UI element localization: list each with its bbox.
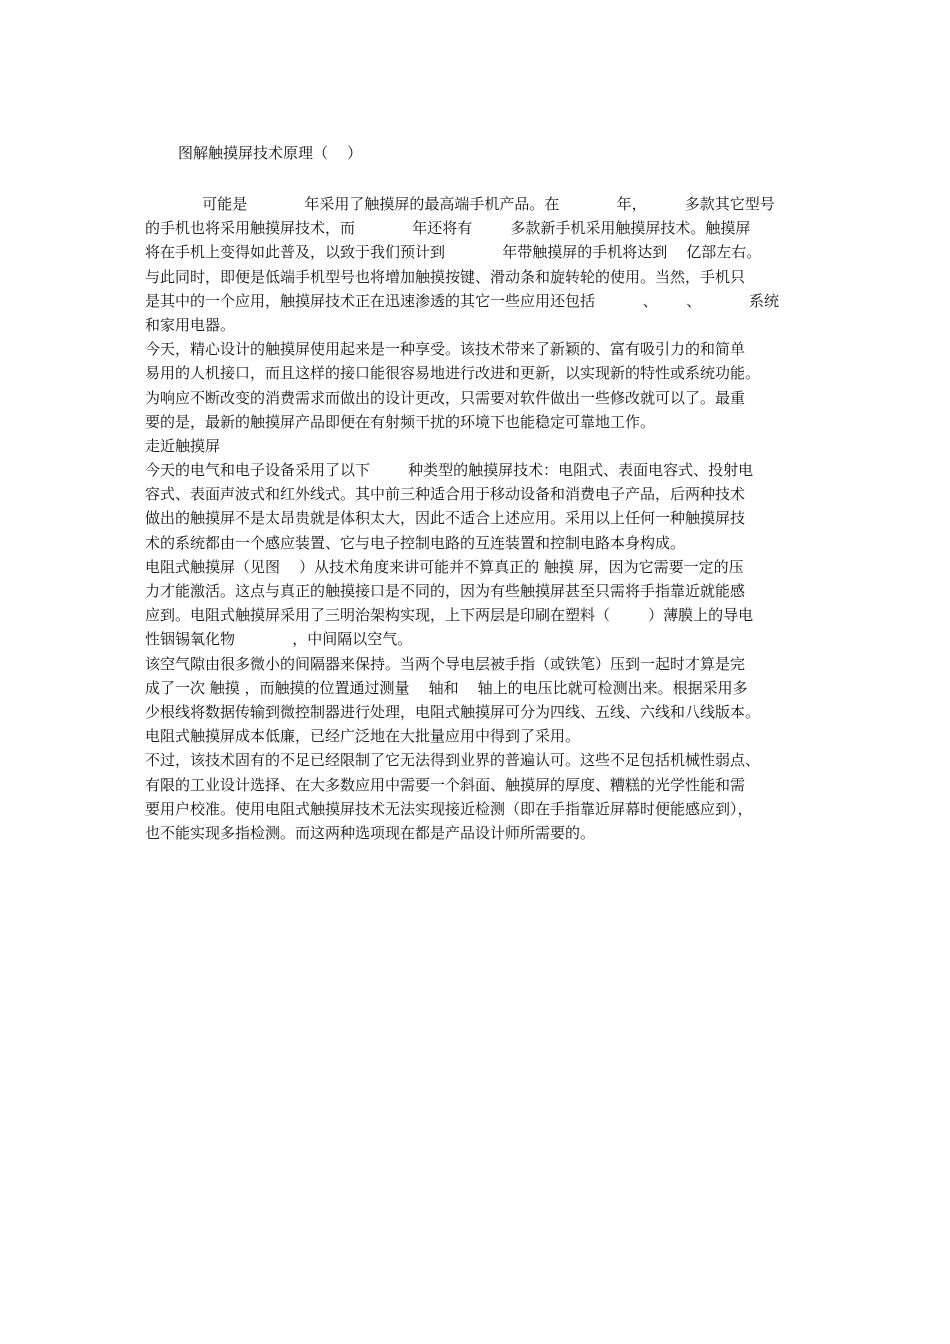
document-body	[145, 192, 815, 845]
text-line: 术的系统都由一个感应装置、它与电子控制电路的互连装置和控制电路本身构成。	[145, 533, 686, 552]
text-line: 为响应不断改变的消费需求而做出的设计更改，只需要对软件做出一些修改就可以了。最重	[145, 388, 746, 407]
text-line: 成了一次 触摸 ，而触摸的位置通过测量 轴和 轴上的电压比就可检测出来。根据采用多	[145, 678, 748, 697]
text-line: 可能是 年采用了触摸屏的最高端手机产品。在 年， 多款其它型号	[145, 195, 775, 213]
text-line: 有限的工业设计选择、在大多数应用中需要一个斜面、触摸屏的厚度、糟糕的光学性能和需	[145, 775, 746, 794]
text-line: 要的是，最新的触摸屏产品即便在有射频干扰的环境下也能稳定可靠地工作。	[145, 412, 656, 431]
text-line: 性铟锡氧化物 ，中间隔以空气。	[145, 630, 413, 649]
text-line: 的手机也将采用触摸屏技术，而 年还将有 多款新手机采用触摸屏技术。触摸屏	[145, 219, 751, 238]
text-line: 要用户校准。使用电阻式触摸屏技术无法实现接近检测（即在手指靠近屏幕时便能感应到），	[145, 799, 753, 818]
text-line: 不过，该技术固有的不足已经限制了它无法得到业界的普遍认可。这些不足包括机械性弱点、	[145, 751, 761, 770]
text-line: 是其中的一个应用，触摸屏技术正在迅速渗透的其它一些应用还包括 、 、 系统	[145, 291, 779, 310]
text-line: 和家用电器。	[145, 315, 236, 334]
text-line: 该空气隙由很多微小的间隔器来保持。当两个导电层被手指（或铁笔）压到一起时才算是完	[145, 654, 746, 673]
text-line: 与此同时，即便是低端手机型号也将增加触摸按键、滑动条和旋转轮的使用。当然，手机只	[145, 267, 746, 286]
text-line: 容式、表面声波式和红外线式。其中前三种适合用于移动设备和消费电子产品，后两种技术	[145, 485, 746, 504]
text-line: 少根线将数据传输到微控制器进行处理，电阻式触摸屏可分为四线、五线、六线和八线版本。	[145, 702, 761, 721]
text-line: 应到。电阻式触摸屏采用了三明治架构实现，上下两层是印刷在塑料（ ）薄膜上的导电	[145, 606, 754, 625]
text-line: 今天，精心设计的触摸屏使用起来是一种享受。该技术带来了新颖的、富有吸引力的和简单	[145, 340, 746, 359]
text-line: 将在手机上变得如此普及，以致于我们预计到 年带触摸屏的手机将达到 亿部左右。	[145, 243, 762, 262]
text-line: 今天的电气和电子设备采用了以下 种类型的触摸屏技术：电阻式、表面电容式、投射电	[145, 461, 754, 480]
text-line: 做出的触摸屏不是太昂贵就是体积太大，因此不适合上述应用。采用以上任何一种触摸屏技	[145, 509, 746, 528]
text-line: 也不能实现多指检测。而这两种选项现在都是产品设计师所需要的。	[145, 823, 596, 842]
text-line: 力才能激活。这点与真正的触摸接口是不同的，因为有些触摸屏甚至只需将手指靠近就能感	[145, 582, 746, 600]
text-line: 走近触摸屏	[145, 436, 221, 455]
document-title: 图解触摸屏技术原理（ ）	[178, 144, 363, 162]
text-line: 易用的人机接口，而且这样的接口能很容易地进行改进和更新，以实现新的特性或系统功能。	[145, 364, 761, 383]
text-line: 电阻式触摸屏（见图 ）从技术角度来讲可能并不算真正的 触摸 屏，因为它需要一定的压	[145, 557, 744, 576]
text-line: 电阻式触摸屏成本低廉，已经广泛地在大批量应用中得到了采用。	[145, 727, 581, 746]
